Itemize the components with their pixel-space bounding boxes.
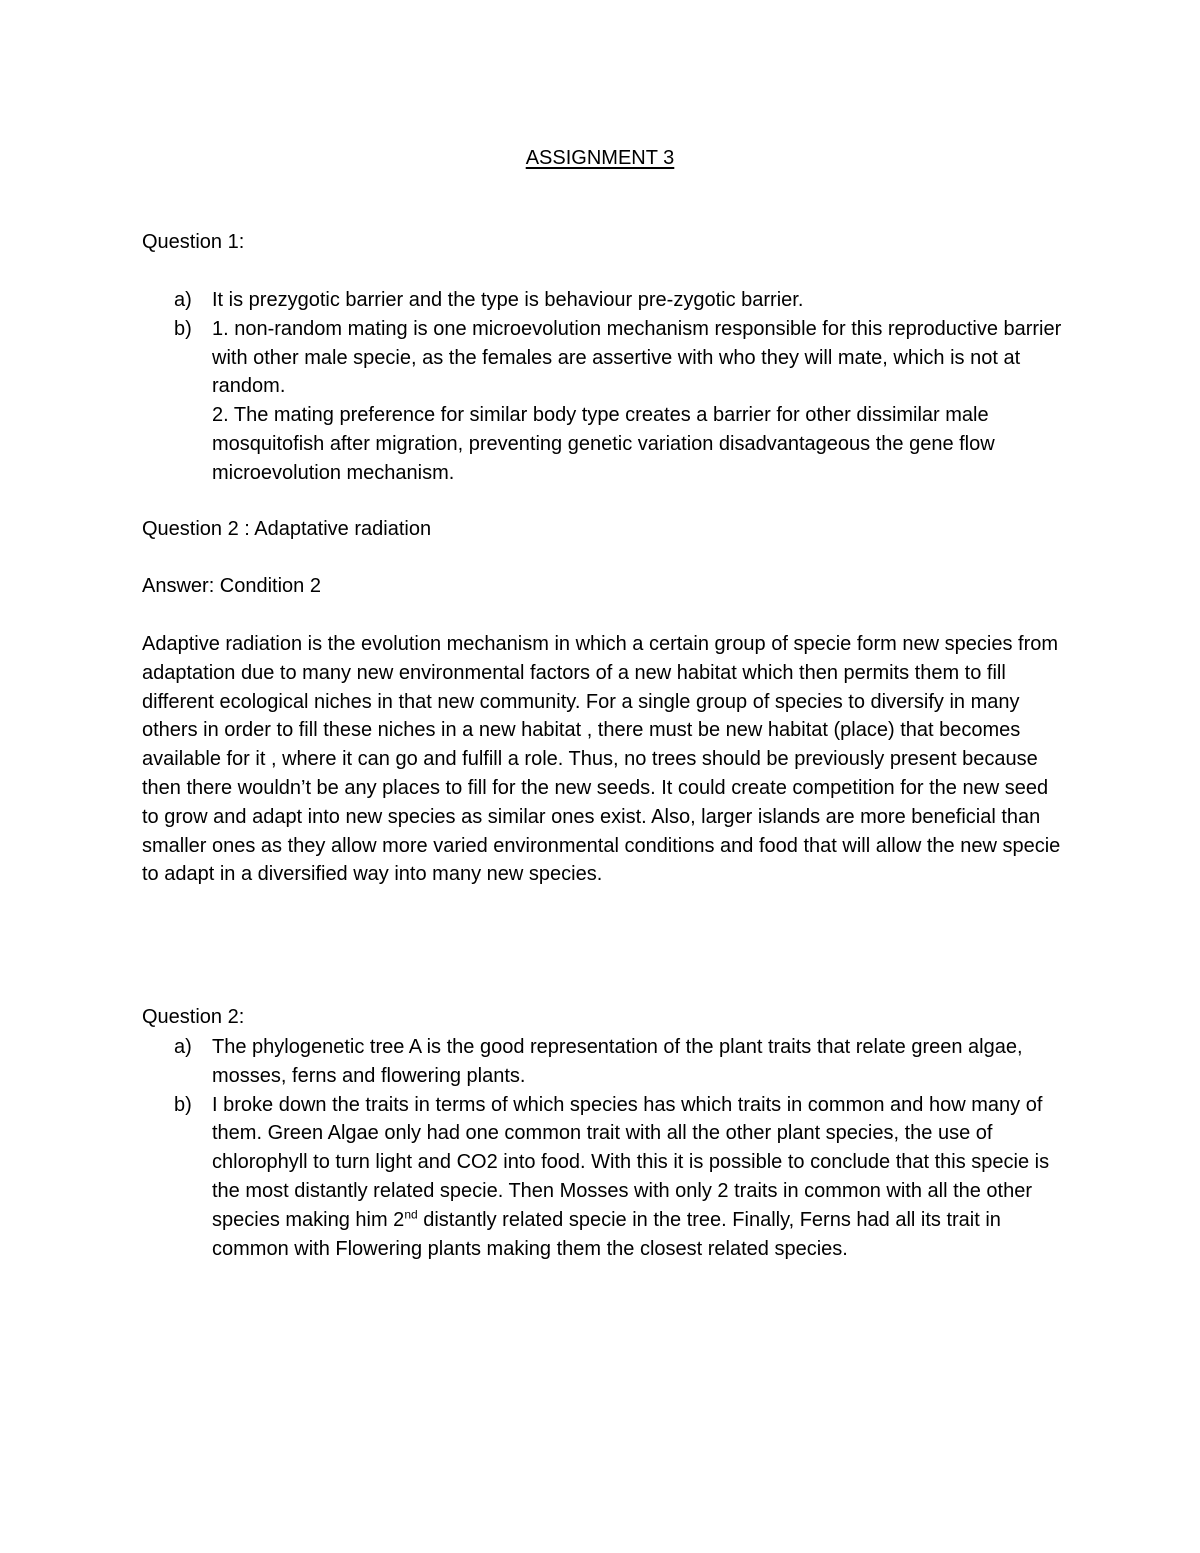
question-1-answer-b-point-1: 1. non-random mating is one microevolution mechanism responsible for this reproductive barrier with other male specie, as the females are assertive with who they will mate, which is not at random. — [212, 317, 1062, 398]
adaptive-radiation-paragraph: Adaptive radiation is the evolution mechanism in which a certain group of specie form new species from adaptation due to many new environmental factors of a new habitat which then permits them to fill different ecological niches in that new community. For a single group of species to diversify in many others in order to fill these niches in a new habitat , there must be new habitat (place) that becomes available for it , where it can go and fulfill a role. Thus, no trees should be previously present because then there wouldn’t be any places to fill for the new seeds. It could create competition for the new seed to grow and adapt into new species as similar ones exist. Also, larger islands are more beneficial than smaller ones as they allow more varied environmental conditions and food that will allow the new specie to adapt in a diversified way into many new species. — [142, 633, 1061, 886]
ordinal-superscript: nd — [404, 1207, 418, 1222]
question-1-answer-a-text: It is prezygotic barrier and the type is behaviour pre-zygotic barrier. — [212, 289, 804, 311]
question-2-answer-a-text: The phylogenetic tree A is the good representation of the plant traits that relate green algae, mosses, ferns and flowering plants. — [212, 1036, 1023, 1087]
question-2-answer-b — [142, 1091, 1067, 1264]
answer-b-text-start: I broke down the traits in terms of which species has which traits in common and how many of them. Green Algae only had one common trait with all the other plant species, the use of chlorophyll to turn light and CO2 into food. With this it is possible to conclude that this specie is the most distantly related specie. Then Mosses with only 2 traits in common with all the other species making him 2 — [212, 1093, 1050, 1231]
question-1-answers — [142, 286, 1067, 488]
list-marker-b: b) — [174, 1093, 192, 1116]
assignment-title: ASSIGNMENT 3 — [525, 147, 675, 169]
question-2-phylogeny-heading: Question 2: — [142, 1006, 245, 1028]
list-marker-b: b) — [174, 317, 192, 340]
list-marker-a: a) — [174, 289, 192, 311]
question-1-answer-b-point-2: 2. The mating preference for similar body type creates a barrier for other dissimilar male mosquitofish after migration, preventing genetic variation disadvantageous the gene flow microevolution mechanism. — [212, 404, 995, 484]
list-marker-a: a) — [174, 1036, 192, 1058]
answer-b-text-end: distantly related specie in the tree. Finally, Ferns had all its trait in common with Flowering plants making them the closest related species. — [212, 1208, 1001, 1260]
question-1-heading: Question 1: — [142, 231, 245, 253]
question-2-adaptive-heading: Question 2 : Adaptative radiation — [142, 518, 432, 540]
question-2-phylogeny-answers — [142, 1033, 1067, 1263]
question-1-answer-a — [142, 286, 1067, 315]
question-2-answer: Answer: Condition 2 — [142, 575, 321, 597]
question-2-answer-a — [142, 1033, 1067, 1091]
question-2-answer-b-text — [212, 1091, 1067, 1264]
question-1-answer-b — [142, 315, 1067, 488]
